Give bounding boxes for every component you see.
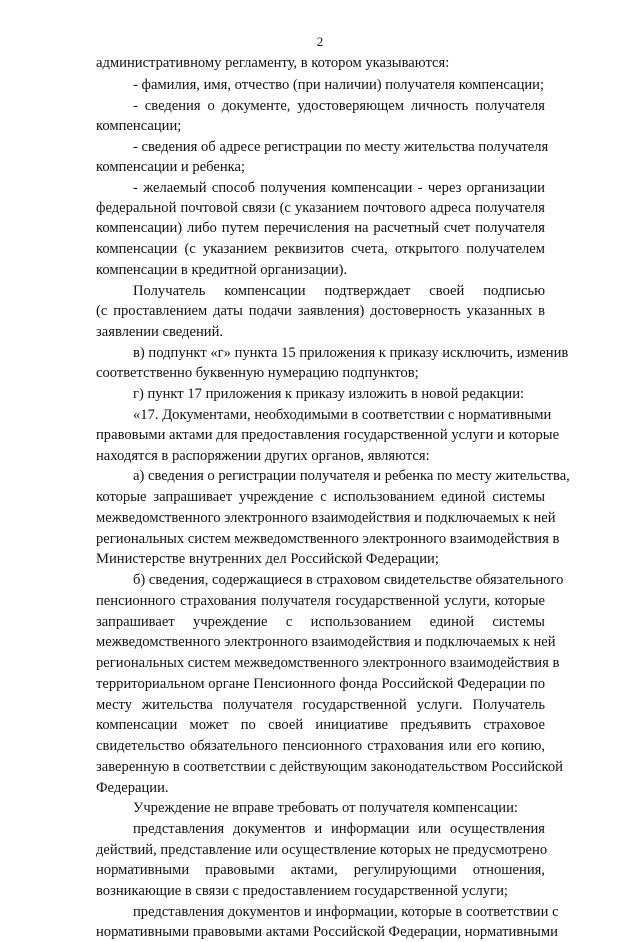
text-line: компенсации и ребенка; [96,159,246,175]
text-line: а) сведения о регистрации получателя и ребенка по месту жительства, [133,468,570,484]
page-number: 2 [316,34,324,49]
text-line: межведомственного электронного взаимодействия и подключаемых к ней [96,634,556,650]
text-line: Федерации. [96,780,169,796]
text-line: региональных систем межведомственного электронного взаимодействия в [96,655,560,671]
text-line: Министерстве внутренних дел Российской Федерации; [96,551,439,567]
text-line: б) сведения, содержащиеся в страховом свидетельстве обязательного [133,572,564,588]
text-line: - сведения об адресе регистрации по месту жительства получателя [133,139,549,155]
text-line: компенсации может по своей инициативе предъявить страховое [96,717,545,733]
text-line: территориальном органе Пенсионного фонда Российской Федерации по [96,676,545,692]
text-line: Учреждение не вправе требовать от получателя компенсации: [133,800,518,816]
text-line: компенсации в кредитной организации). [96,262,348,278]
text-line: - фамилия, имя, отчество (при наличии) получателя компенсации; [133,77,545,93]
text-line: правовыми актами для предоставления государственной услуги и которые [96,427,560,443]
text-line: заявлении сведений. [96,324,224,340]
text-line: административному регламенту, в котором указываются: [96,55,450,71]
text-line: запрашивает учреждение с использованием единой системы [96,614,545,630]
text-line: месту жительства получателя государственной услуги. Получатель [96,697,545,713]
text-line: межведомственного электронного взаимодействия и подключаемых к ней [96,510,556,526]
text-line: заверенную в соответствии с действующим законодательством Российской [96,759,563,775]
text-line: представления документов и информации или осуществления [133,821,545,837]
text-line: «17. Документами, необходимыми в соответствии с нормативными [133,407,552,423]
text-line: г) пункт 17 приложения к приказу изложить в новой редакции: [133,386,525,402]
text-line: нормативными правовыми актами Российской Федерации, нормативными [96,924,558,940]
text-line: свидетельство обязательного пенсионного страхования или его копию, [96,738,545,754]
text-line: возникающие в связи с предоставлением государственной услуги; [96,883,508,899]
text-line: - желаемый способ получения компенсации - через организации [133,180,545,196]
text-line: региональных систем межведомственного электронного взаимодействия в [96,531,560,547]
text-line: действий, представление или осуществление которых не предусмотрено [96,842,548,858]
text-line: представления документов и информации, которые в соответствии с [133,904,559,920]
text-line: (с проставлением даты подачи заявления) достоверность указанных в [96,303,545,319]
text-line: которые запрашивает учреждение с использованием единой системы [96,489,545,505]
text-line: - сведения о документе, удостоверяющем личность получателя [133,98,545,114]
text-line: находятся в распоряжении других органов, являются: [96,448,430,464]
text-line: пенсионного страхования получателя государственной услуги, которые [96,593,545,609]
text-line: компенсации; [96,118,182,134]
text-line: Получатель компенсации подтверждает своей подписью [133,283,545,299]
text-line: нормативными правовыми актами, регулирующими отношения, [96,862,545,878]
text-line: федеральной почтовой связи (с указанием почтового адреса получателя [96,200,545,216]
text-line: соответственно буквенную нумерацию подпунктов; [96,365,419,381]
text-line: в) подпункт «г» пункта 15 приложения к приказу исключить, изменив [133,345,569,361]
text-line: компенсации) либо путем перечисления на расчетный счет получателя [96,220,545,236]
text-line: компенсации (с указанием реквизитов счета, открытого получателем [96,241,545,257]
